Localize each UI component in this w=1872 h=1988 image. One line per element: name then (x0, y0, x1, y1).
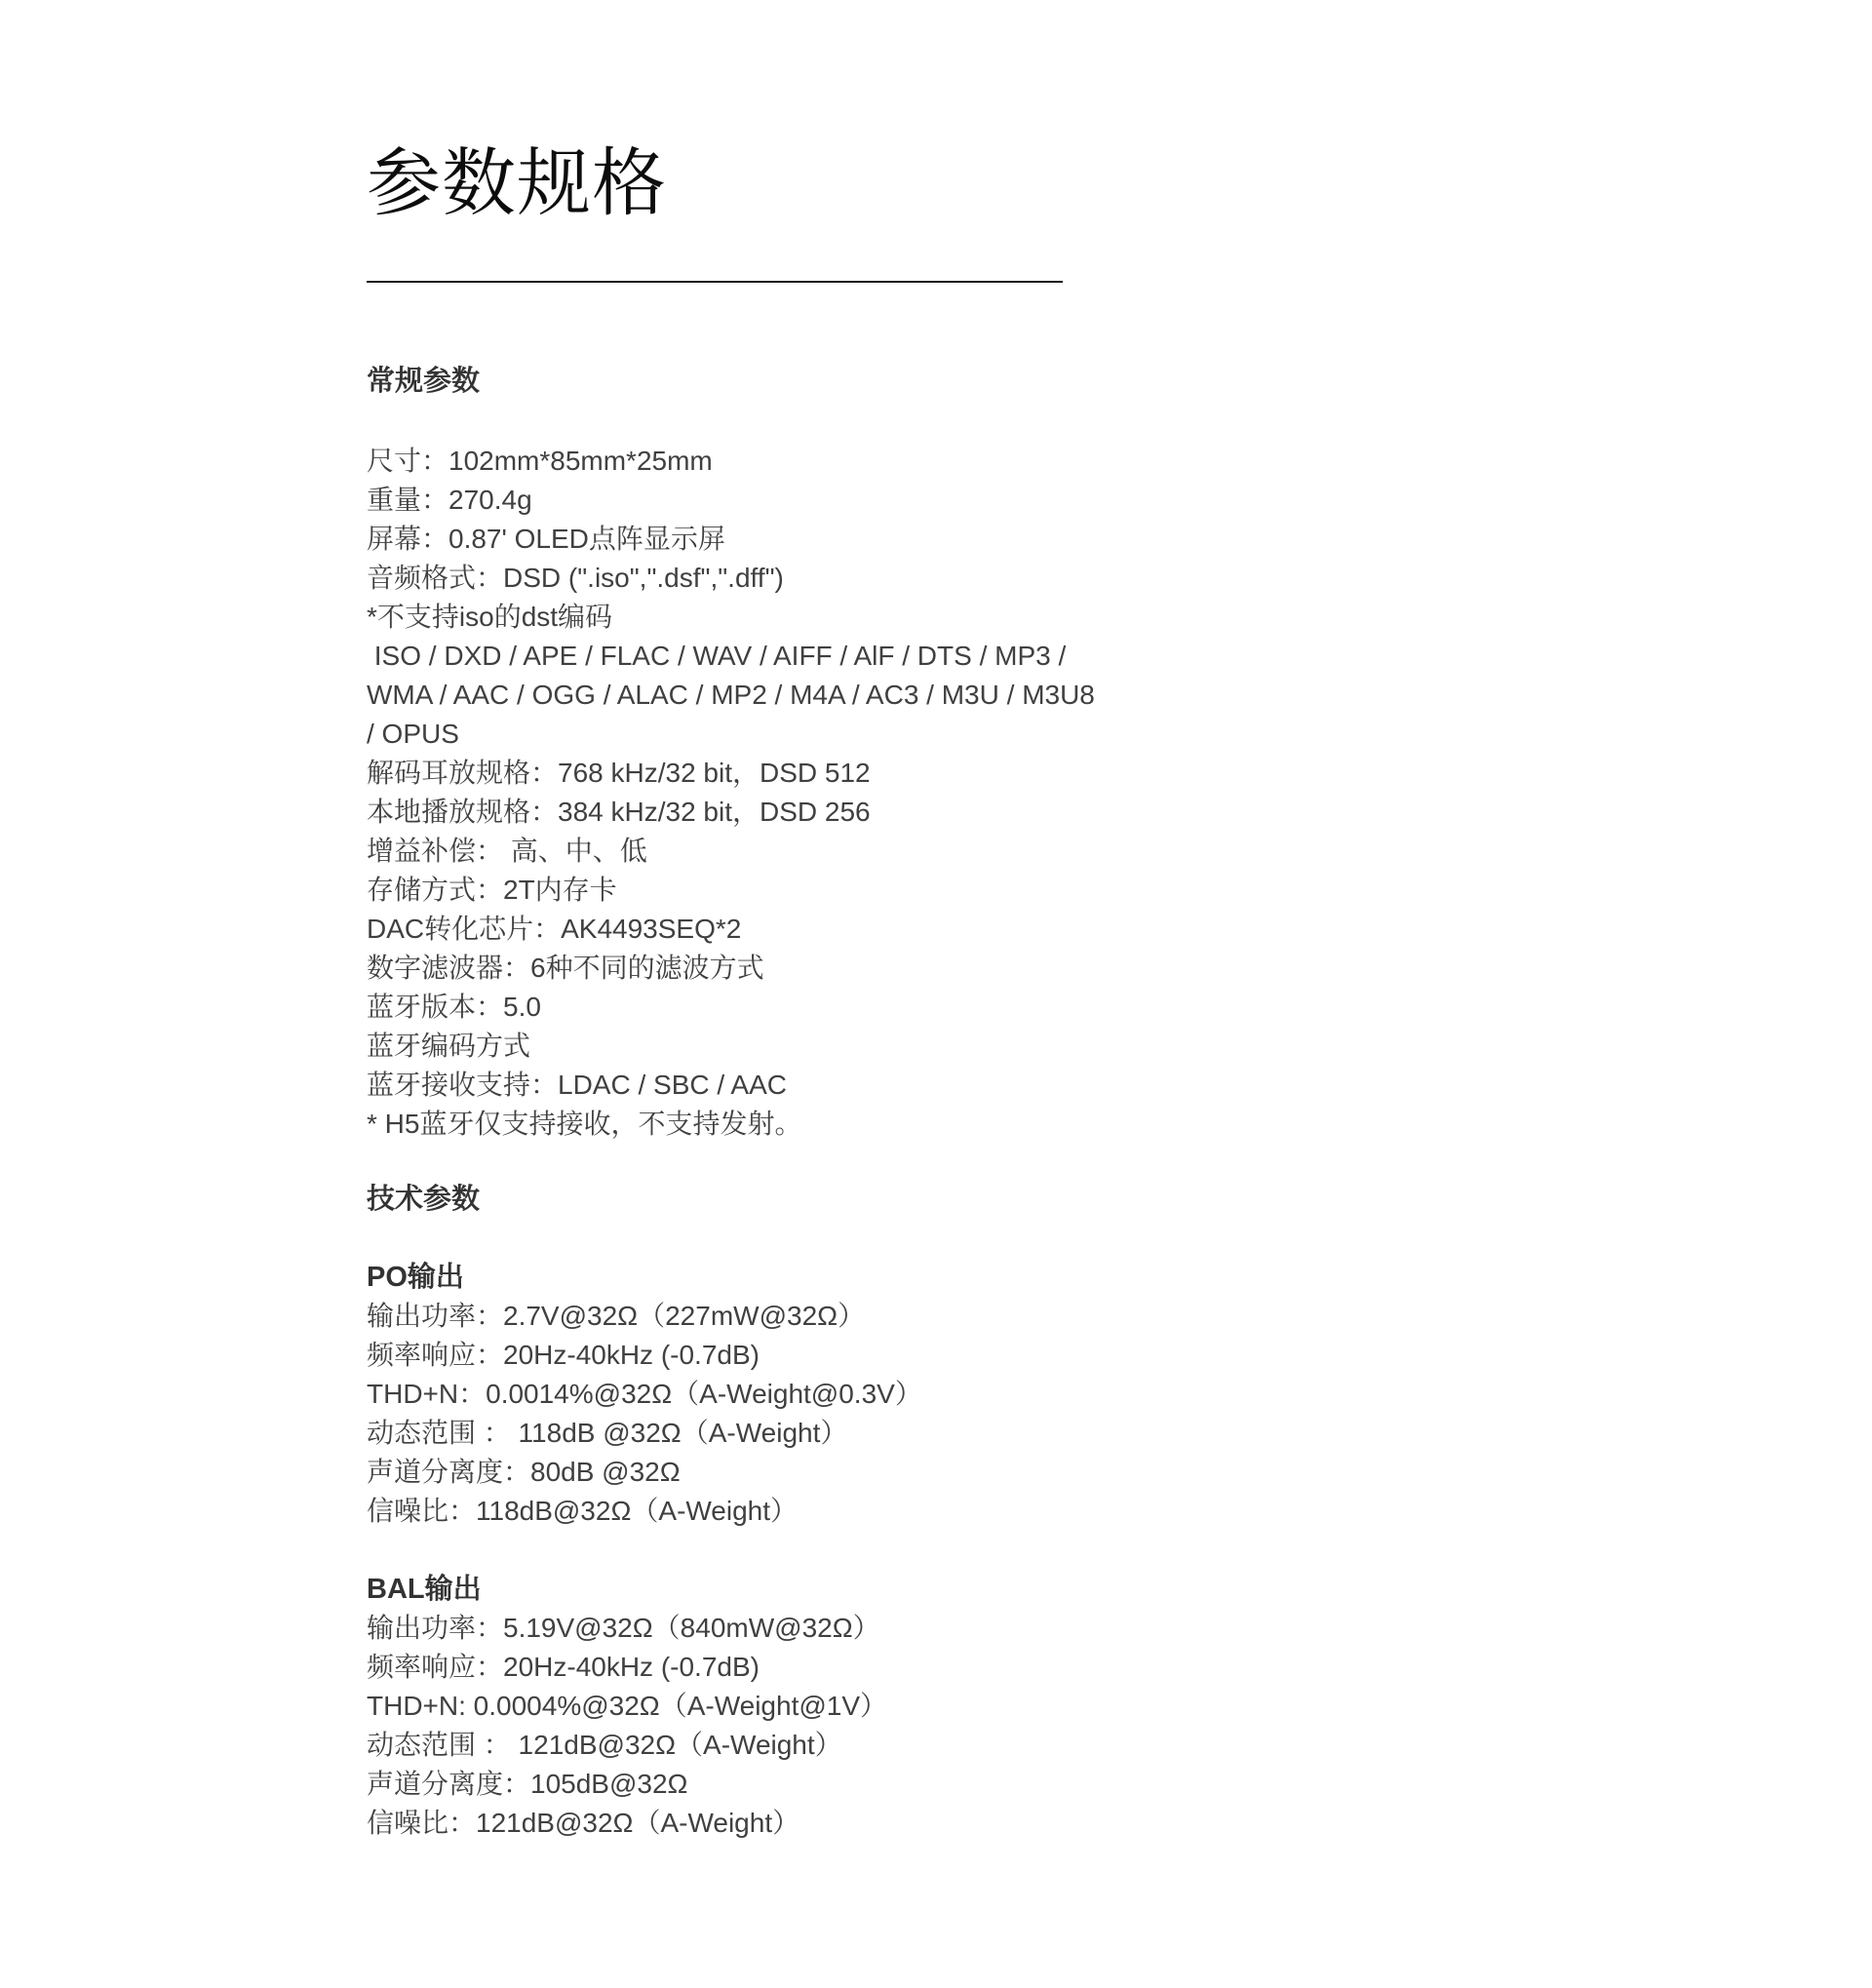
spec-line: THD+N：0.0014%@32Ω（A-Weight@0.3V） (367, 1379, 922, 1409)
spec-line: 动态范围 ： 118dB @32Ω（A-Weight） (367, 1418, 848, 1448)
spec-line: 蓝牙接收支持：LDAC / SBC / AAC (367, 1070, 787, 1100)
spec-line: 数字滤波器：6种不同的滤波方式 (367, 953, 764, 983)
spec-line: / OPUS (367, 719, 459, 749)
spec-line: 本地播放规格：384 kHz/32 bit，DSD 256 (367, 797, 871, 827)
spec-content (367, 0, 1147, 1843)
spec-line: 音频格式：DSD (".iso",".dsf",".dff") (367, 563, 784, 593)
spec-line: 增益补偿： 高、中、低 (367, 836, 647, 866)
general-spec-list (367, 442, 1147, 1144)
section-heading-technical: 技术参数 (367, 1184, 481, 1215)
spec-line: 声道分离度：80dB @32Ω (367, 1457, 681, 1487)
spec-line: 频率响应：20Hz-40kHz (-0.7dB) (367, 1340, 760, 1370)
spec-line: 信噪比：118dB@32Ω（A-Weight） (367, 1496, 799, 1526)
spec-line: 屏幕：0.87' OLED点阵显示屏 (367, 524, 725, 554)
spec-line: THD+N: 0.0004%@32Ω（A-Weight@1V） (367, 1691, 888, 1721)
spec-line: 输出功率：5.19V@32Ω（840mW@32Ω） (367, 1613, 880, 1643)
spec-line: ISO / DXD / APE / FLAC / WAV / AIFF / AlF / DTS / MP3 / (367, 641, 1067, 671)
spec-line: WMA / AAC / OGG / ALAC / MP2 / M4A / AC3 / M3U / M3U8 (367, 680, 1095, 710)
page-title: 参数规格 (367, 142, 667, 225)
spec-line: 输出功率：2.7V@32Ω（227mW@32Ω） (367, 1301, 866, 1331)
spec-line: * H5蓝牙仅支持接收，不支持发射。 (367, 1109, 802, 1139)
spec-line: 动态范围 ： 121dB@32Ω（A-Weight） (367, 1730, 842, 1760)
spec-line: 解码耳放规格：768 kHz/32 bit，DSD 512 (367, 758, 871, 788)
spec-line: DAC转化芯片：AK4493SEQ*2 (367, 914, 742, 944)
po-output-spec-list (367, 1297, 1147, 1531)
subsection-heading-po-output: PO输出 (367, 1262, 464, 1293)
spec-line: 蓝牙版本：5.0 (367, 992, 541, 1022)
spec-line: 蓝牙编码方式 (367, 1031, 531, 1061)
spec-line: 存储方式：2T内存卡 (367, 875, 617, 905)
bal-output-spec-list (367, 1609, 1147, 1843)
spec-line: 频率响应：20Hz-40kHz (-0.7dB) (367, 1652, 760, 1682)
title-divider (367, 281, 1063, 283)
spec-line: 声道分离度：105dB@32Ω (367, 1769, 688, 1799)
section-heading-general: 常规参数 (367, 366, 481, 397)
subsection-heading-bal-output: BAL输出 (367, 1574, 482, 1605)
spec-line: *不支持iso的dst编码 (367, 602, 613, 632)
spec-line: 尺寸：102mm*85mm*25mm (367, 446, 713, 476)
spec-line: 信噪比：121dB@32Ω（A-Weight） (367, 1808, 800, 1838)
spec-line: 重量：270.4g (367, 485, 532, 515)
